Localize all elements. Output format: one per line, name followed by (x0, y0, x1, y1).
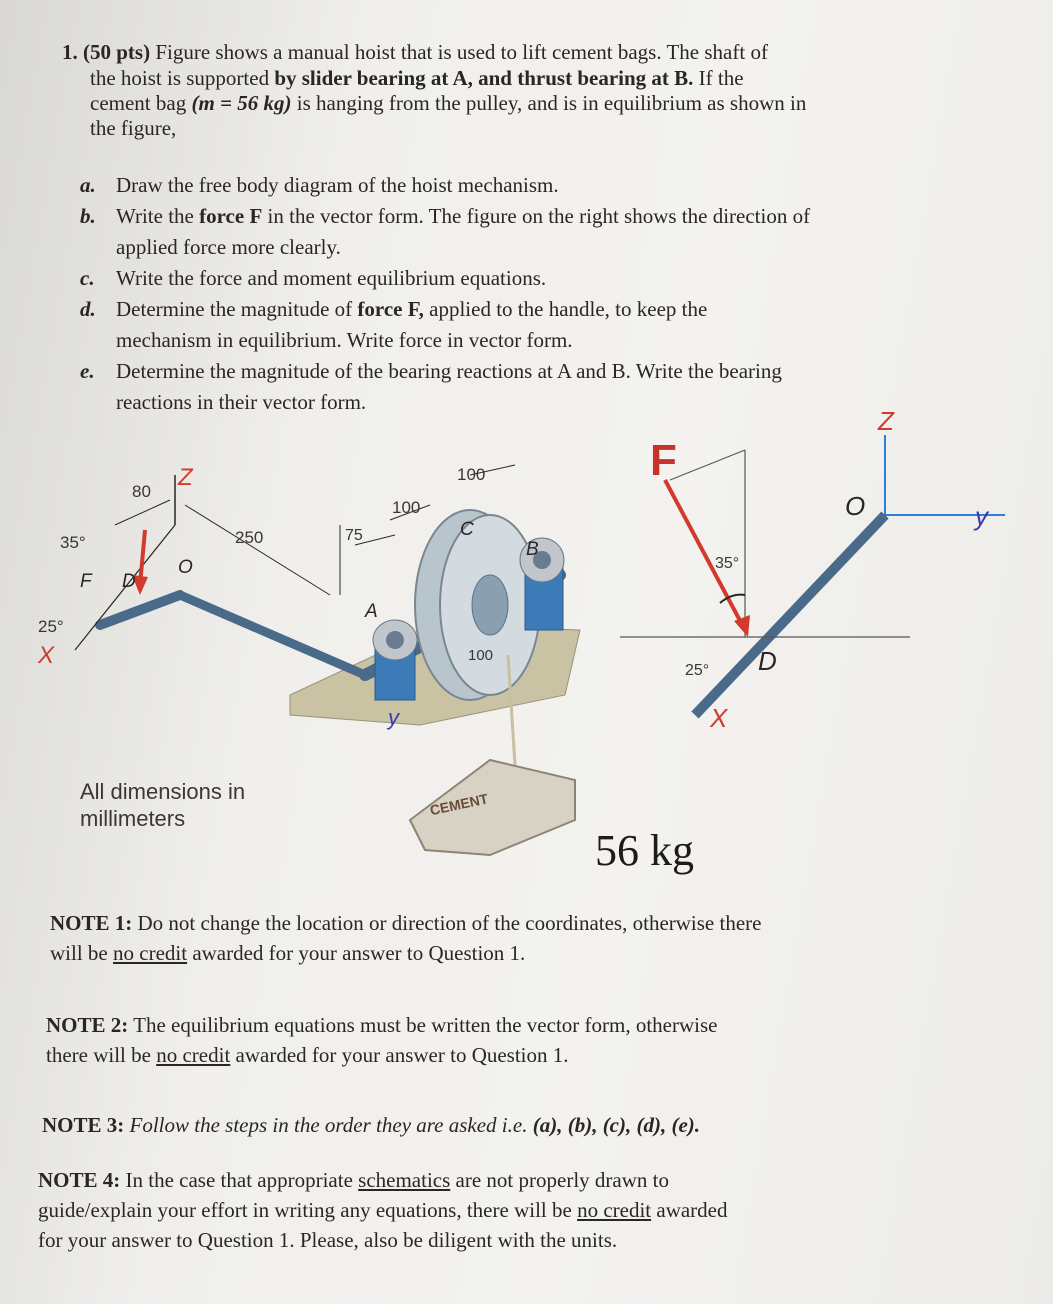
part-label: a. (80, 173, 96, 197)
intro-line-1: Figure shows a manual hoist that is used to lift cement bags. The shaft of (155, 40, 768, 64)
note-title: NOTE 3: (42, 1113, 125, 1137)
dim-100-c: 100 (468, 647, 494, 664)
angle-35-left: 35° (60, 533, 86, 552)
label-O-left: O (178, 557, 193, 578)
question-number: 1. (62, 40, 78, 64)
question-points: (50 pts) (83, 40, 151, 64)
part-bold: force F, (357, 297, 424, 321)
label-F-right: F (650, 436, 677, 485)
label-y-left: y (388, 705, 399, 730)
label-D-right: D (758, 646, 777, 676)
label-B: B (526, 539, 539, 560)
intro-text-f: the figure, (90, 116, 177, 140)
angle-25-left: 25° (38, 617, 64, 636)
angle-25-right: 25° (685, 662, 710, 679)
note-title: NOTE 1: (50, 911, 133, 935)
intro-text-d: cement bag (90, 91, 187, 115)
dimensions-note (80, 778, 245, 832)
dim-75: 75 (345, 527, 363, 544)
part-cont: reactions in their vector form. (116, 390, 367, 414)
label-X-left: X (38, 642, 55, 669)
note-text: awarded (656, 1198, 728, 1222)
intro-bold: by slider bearing at A, and thrust bearing at B. (274, 66, 694, 90)
label-F-left: F (80, 571, 92, 592)
part-label: c. (80, 266, 95, 290)
part-cont: applied force more clearly. (116, 235, 341, 259)
part-b (80, 201, 1000, 263)
part-cont: mechanism in equilibrium. Write force in vector form. (116, 328, 573, 352)
part-text: Write the force and moment equilibrium equations. (116, 266, 547, 290)
note-2 (46, 1010, 1026, 1070)
part-text: Draw the free body diagram of the hoist mechanism. (116, 173, 559, 197)
part-c (80, 263, 1000, 294)
angle-35-right: 35° (715, 555, 740, 572)
part-label: e. (80, 359, 95, 383)
intro-text-b: the hoist is supported (90, 66, 270, 90)
note-underline: no credit (156, 1043, 231, 1067)
part-bold: force F (199, 204, 263, 228)
label-y-right: y (975, 501, 988, 531)
label-A: A (365, 601, 378, 622)
question-parts (80, 170, 1000, 418)
bag-label: CEMENT (428, 790, 490, 819)
handle-rod-right (695, 515, 885, 715)
label-O-right: O (845, 491, 866, 521)
dims-note-line-2: millimeters (80, 806, 186, 831)
intro-text-e: is hanging from the pulley, and is in equilibrium as shown in (296, 91, 807, 115)
note-sequence: (a), (b), (c), (d), (e). (532, 1113, 701, 1137)
note-title: NOTE 4: (38, 1168, 121, 1192)
part-text: Determine the magnitude of (116, 297, 353, 321)
note-text: Follow the steps in the order they are asked i.e. (129, 1113, 528, 1137)
question-header (62, 40, 992, 65)
note-1 (50, 908, 1030, 968)
dim-100-a: 100 (392, 498, 421, 517)
note-underline: schematics (358, 1168, 451, 1192)
part-text: applied to the handle, to keep the (429, 297, 708, 321)
dim-100-b: 100 (457, 465, 486, 484)
mass-expression: (m = 56 kg) (191, 91, 292, 115)
part-a (80, 170, 1000, 201)
mass-label: 56 kg (595, 826, 694, 875)
note-text: for your answer to Question 1. Please, also be diligent with the units. (38, 1228, 618, 1252)
dims-note-line-1: All dimensions in (80, 779, 246, 804)
note-text: In the case that appropriate (125, 1168, 353, 1192)
note-4 (38, 1165, 1018, 1255)
dim-250: 250 (235, 528, 264, 547)
note-underline: no credit (577, 1198, 652, 1222)
part-label: b. (80, 204, 96, 228)
label-D-left: D (122, 571, 136, 592)
part-text: Write the (116, 204, 194, 228)
crank-arm (180, 595, 365, 675)
note-text: awarded for your answer to Question 1. (235, 1043, 569, 1067)
note-text: The equilibrium equations must be written the vector form, otherwise (133, 1013, 718, 1037)
dim-80: 80 (132, 482, 151, 501)
handle-grip (100, 595, 180, 625)
note-3 (42, 1110, 1022, 1140)
part-label: d. (80, 297, 96, 321)
note-title: NOTE 2: (46, 1013, 129, 1037)
label-X-right: X (710, 703, 728, 733)
label-Z-right: Z (878, 406, 894, 436)
part-text: Determine the magnitude of the bearing reactions at A and B. Write the bearing (116, 359, 782, 383)
note-text: will be (50, 941, 108, 965)
question-intro (90, 66, 990, 141)
note-text: guide/explain your effort in writing any equations, there will be (38, 1198, 572, 1222)
note-text: are not properly drawn to (455, 1168, 669, 1192)
part-d (80, 294, 1000, 356)
label-Z-left: Z (178, 464, 193, 491)
note-text: awarded for your answer to Question 1. (192, 941, 526, 965)
part-text: in the vector form. The figure on the right shows the direction of (267, 204, 811, 228)
note-text: there will be (46, 1043, 151, 1067)
label-C: C (460, 519, 474, 540)
intro-text-c: If the (698, 66, 744, 90)
note-text: Do not change the location or direction of the coordinates, otherwise there (137, 911, 762, 935)
note-underline: no credit (113, 941, 188, 965)
part-e (80, 356, 1000, 418)
